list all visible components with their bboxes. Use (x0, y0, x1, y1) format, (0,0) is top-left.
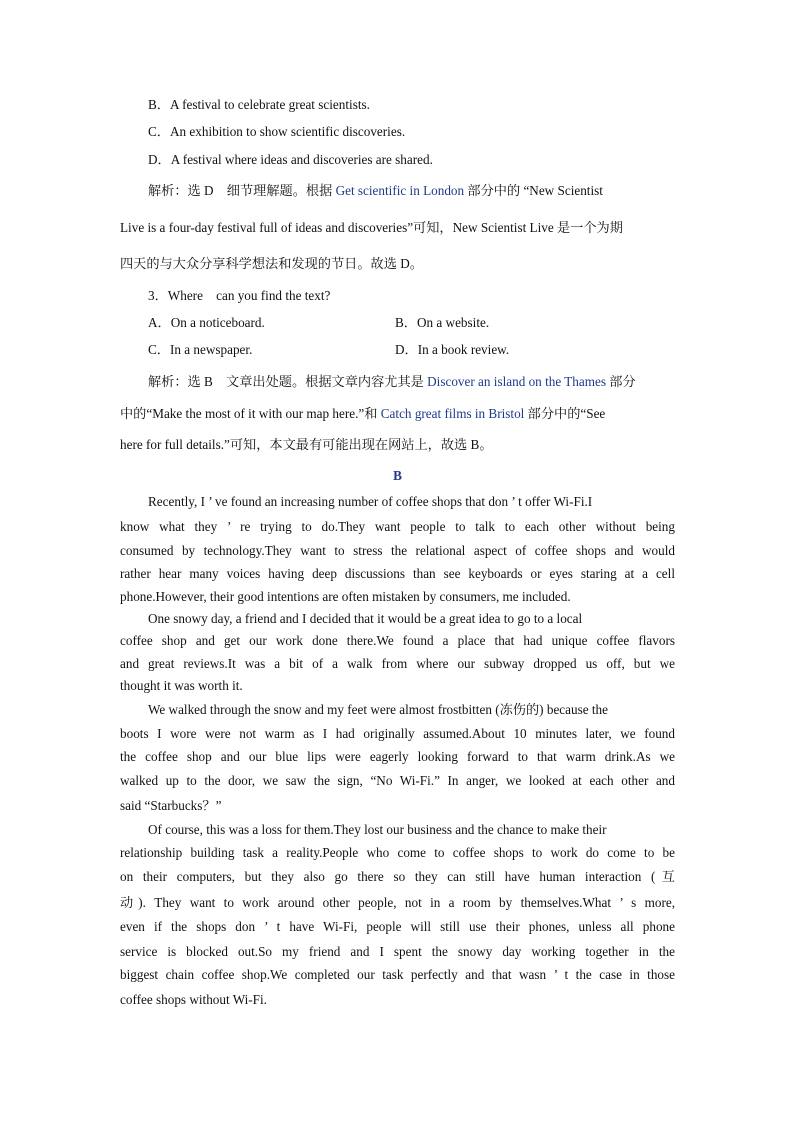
p1-line: phone.However, their good intentions are often mistaken by consumers, me included. (120, 589, 571, 604)
p3-line: walked up to the door, we saw the sign, “No Wi-Fi.” In anger, we looked at each other and (120, 773, 675, 788)
q3-option-a: A．On a noticeboard. (148, 315, 265, 330)
p1-line: Recently, I ’ ve found an increasing number of coffee shops that don ’ t offer Wi-Fi.I (148, 494, 593, 509)
q3-analysis-highlight: Discover an island on the Thames (427, 374, 606, 389)
p1-line: know what they ’ re trying to do.They want people to talk to each other without being (120, 519, 675, 534)
p2-line: coffee shop and get our work done there.We found a place that had unique coffee flavors (120, 633, 675, 648)
p2-line: thought it was worth it. (120, 678, 243, 693)
q2-analysis-line-2: Live is a four-day festival full of ideas and discoveries”可知，New Scientist Live 是一个为期 (120, 220, 623, 235)
p4-line: 动). They want to work around other people, not in a room by themselves.What ’ s more, (120, 895, 675, 910)
p3-line: We walked through the snow and my feet were almost frostbitten (冻伤的) because the (148, 702, 608, 717)
p4-line: coffee shops without Wi-Fi. (120, 992, 267, 1007)
p4-line: Of course, this was a loss for them.They lost our business and the chance to make their (148, 822, 607, 837)
q3-option-b: B．On a website. (395, 315, 490, 330)
section-heading: B (393, 468, 402, 483)
q2-analysis-line-3: 四天的与大众分享科学想法和发现的节日。故选 D。 (120, 256, 423, 271)
q3-option-c: C．In a newspaper. (148, 342, 253, 357)
q3-analysis-highlight: Catch great films in Bristol (380, 406, 525, 421)
q2-analysis-text: 解析：选 D 细节理解题。根据 (148, 183, 336, 198)
p3-line: the coffee shop and our blue lips were eagerly looking forward to that warm drink.As we (120, 749, 675, 764)
p4-line: on their computers, but they also go there so they can still have human interaction (互 (120, 869, 675, 884)
q2-analysis-highlight: Get scientific in London (335, 183, 465, 198)
q3-analysis-line-3: here for full details.”可知，本文最有可能出现在网站上，故选 B。 (120, 437, 493, 452)
q3-analysis-line-1 (148, 373, 636, 391)
q3-analysis-line-2 (120, 405, 605, 423)
q2-analysis-line-1 (148, 182, 603, 200)
q3-analysis-text: 部分中的“See (524, 406, 606, 421)
q2-option-c: C．An exhibition to show scientific discoveries. (148, 124, 406, 139)
q3-analysis-text: 解析：选 B 文章出处题。根据文章内容尤其是 (148, 374, 428, 389)
q3-analysis-text: 中的“Make the most of it with our map here.”和 (120, 406, 381, 421)
q3-question: 3．Where can you find the text? (148, 288, 331, 303)
q3-option-d: D．In a book review. (395, 342, 510, 357)
p3-line: said “Starbucks？” (120, 798, 222, 813)
p4-line: even if the shops don ’ t have Wi-Fi, people will still use their phones, unless all phone (120, 919, 675, 934)
p2-line: One snowy day, a friend and I decided that it would be a great idea to go to a local (148, 611, 583, 626)
p4-line: relationship building task a reality.People who come to coffee shops to work do come to be (120, 845, 675, 860)
p3-line: boots I wore were not warm as I had originally assumed.About 10 minutes later, we found (120, 726, 675, 741)
p1-line: consumed by technology.They want to stress the relational aspect of coffee shops and would (120, 543, 675, 558)
p2-line: and great reviews.It was a bit of a walk from where our subway dropped us off, but we (120, 656, 675, 671)
p4-line: service is blocked out.So my friend and I spent the snowy day working together in the (120, 944, 675, 959)
q2-option-d: D．A festival where ideas and discoveries are shared. (148, 152, 433, 167)
p1-line: rather hear many voices having deep discussions than see keyboards or eyes staring at a cell (120, 566, 675, 581)
q2-option-b: B．A festival to celebrate great scientists. (148, 97, 370, 112)
p4-line: biggest chain coffee shop.We completed our task perfectly and that wasn ’ t the case in those (120, 967, 675, 982)
q2-analysis-text: 部分中的 “New Scientist (464, 183, 603, 198)
q3-analysis-text: 部分 (605, 374, 636, 389)
